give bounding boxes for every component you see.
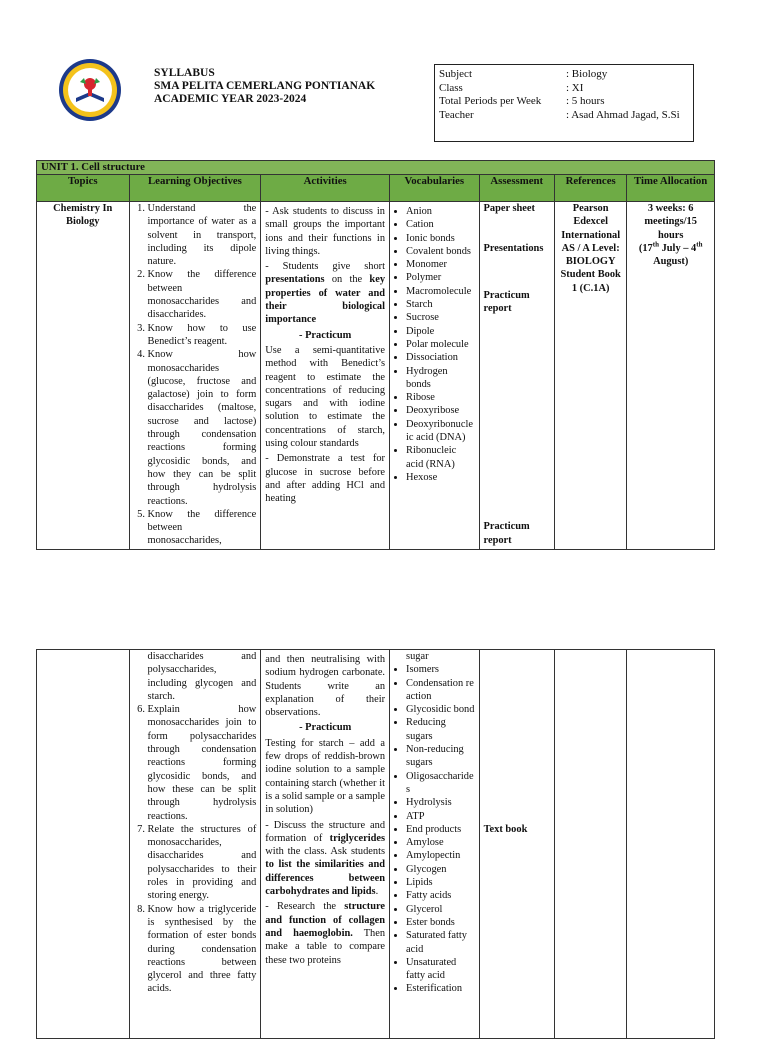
objective-continued: disaccharides and polysaccharides, including glycogen and starch.: [147, 651, 257, 702]
vocab-item: • Reducing sugars: [406, 716, 475, 743]
activity-starch-test: Testing for starch – add a few drops of reddish-brown iodine solution to a sample containing starch (whether it is a solid sample or a sample in solution): [265, 737, 386, 816]
col-header-objectives: Learning Objectives: [129, 175, 261, 202]
info-row-subject: Subject : Biology: [439, 68, 608, 80]
activity-neutralising: and then neutralising with sodium hydrogen carbonate. Students write an explanation of their observations.: [265, 654, 386, 719]
vocab-item: • Sucrose: [406, 311, 475, 324]
vocab-item: • Monomer: [406, 258, 475, 271]
vocab-item-continued: sugar: [406, 651, 429, 662]
vocab-item: • Ionic bonds: [406, 232, 475, 245]
activity-collagen-research: - Research the structure and function of collagen and haemoglobin. Then make a table to compare these two proteins: [265, 901, 386, 966]
vocab-item: • Anion: [406, 205, 475, 218]
vocab-item: • ATP: [406, 810, 475, 823]
document-title: [154, 67, 375, 106]
assessment-text-book: Text book: [483, 824, 528, 835]
title-line-2: SMA PELITA CEMERLANG PONTIANAK: [154, 80, 376, 92]
vocab-item: • Isomers: [406, 663, 475, 676]
vocab-item: • Hydrogen bonds: [406, 365, 475, 392]
vocab-item: • Ribonucleic acid (RNA): [406, 444, 475, 471]
vocab-item: • Deoxyribose: [406, 404, 475, 417]
col-header-activities: Activities: [261, 175, 390, 202]
references-cell: Pearson Edexcel International AS / A Level: BIOLOGY Student Book 1 (C.1A): [554, 202, 626, 550]
assessment-practicum-report-2: Practicum report: [483, 521, 530, 546]
info-row-class: Class : XI: [439, 81, 584, 94]
assessment-paper-sheet: Paper sheet: [483, 203, 535, 214]
course-info-box: [434, 64, 694, 142]
vocab-item: • Ribose: [406, 391, 475, 404]
vocab-item: • Macromolecule: [406, 285, 475, 298]
col-header-references: References: [554, 175, 626, 202]
vocab-item: • Glycogen: [406, 863, 475, 876]
info-row-periods: Total Periods per Week : 5 hours: [439, 95, 605, 107]
vocab-item: • Saturated fatty acid: [406, 929, 475, 956]
col-header-assessment: Assessment: [479, 175, 554, 202]
objective-item: 6. Explain how monosaccharides join to form polysaccharides through condensation reactions forming glycosidic bonds, and how these can be split through hydrolysis reactions.: [148, 703, 257, 823]
assessment-cell: [479, 202, 554, 550]
vocab-item: • Unsaturated fatty acid: [406, 956, 475, 983]
vocab-item: • Amylopectin: [406, 849, 475, 862]
school-logo: [58, 58, 122, 122]
activity-benedict: Use a semi-quantitative method with Benedict’s reagent to estimate the concentrations of reducing sugars and with iodine solution to estimate the concentrations of starch, using colour standards: [265, 344, 386, 450]
objective-item: 4. Know how monosaccharides (glucose, fructose and galactose) join to form disaccharides (maltose, sucrose and lactose) through condensation reactions forming glycosidic bonds, and how they can be split through hydrolysis reactions.: [148, 348, 257, 508]
objective-item: 1. Understand the importance of water as a solvent in transport, including its dipole nature.: [148, 202, 257, 268]
col-header-time: Time Allocation: [627, 175, 715, 202]
topic-cell-continued: [37, 650, 130, 1039]
objective-item: 2. Know the difference between monosaccharides and disaccharides.: [148, 268, 257, 321]
col-header-topics: Topics: [37, 175, 130, 202]
vocab-item: • Ester bonds: [406, 916, 475, 929]
vocab-item: • Glycosidic bond: [406, 703, 475, 716]
vocab-item: • Esterification: [406, 982, 475, 995]
activity-discuss-ions: - Ask students to discuss in small groups the important ions and their functions in living things.: [265, 206, 386, 257]
title-line-1: SYLLABUS: [154, 67, 215, 79]
vocab-item: • Hexose: [406, 471, 475, 484]
vocab-item: • Amylose: [406, 836, 475, 849]
practicum-heading: - Practicum: [299, 722, 352, 734]
assessment-cell-continued: [479, 650, 554, 1039]
activity-presentations: - Students give short presentations on the key properties of water and their biological importance: [265, 261, 386, 326]
objective-item: 3. Know how to use Benedict’s reagent.: [148, 322, 257, 349]
vocab-item: • Dipole: [406, 325, 475, 338]
time-allocation-cell: 3 weeks: 6 meetings/15 hours (17th July – 4th August): [627, 202, 715, 550]
vocab-item: • Cation: [406, 218, 475, 231]
activity-triglycerides: - Discuss the structure and formation of triglycerides with the class. Ask students to list the similarities and differences between carbohydrates and lipids.: [265, 819, 386, 898]
info-row-teacher: Teacher : Asad Ahmad Jagad, S.Si: [439, 108, 680, 121]
vocabularies-cell-continued: [390, 650, 480, 1039]
topic-cell: Chemistry In Biology: [37, 202, 130, 550]
vocab-item: • Dissociation: [406, 351, 475, 364]
vocab-item: • Lipids: [406, 876, 475, 889]
objective-item: 7. Relate the structures of monosaccharides, disaccharides and polysaccharides to their roles in providing and storing energy.: [148, 823, 257, 903]
references-cell-continued: [555, 650, 627, 1039]
vocab-item: • Deoxyribonucleic acid (DNA): [406, 418, 475, 445]
title-line-3: ACADEMIC YEAR 2023-2024: [154, 93, 307, 105]
activities-cell-continued: [261, 650, 390, 1039]
vocab-item: • Starch: [406, 298, 475, 311]
objectives-cell: [129, 202, 261, 550]
objectives-cell-continued: [129, 650, 261, 1039]
vocab-item: • Covalent bonds: [406, 245, 475, 258]
col-header-vocabularies: Vocabularies: [390, 175, 480, 202]
activities-cell: [261, 202, 390, 550]
vocab-item: • Fatty acids: [406, 889, 475, 902]
activity-glucose-test: - Demonstrate a test for glucose in sucrose before and after adding HCl and heating: [265, 453, 386, 505]
practicum-heading: - Practicum: [299, 329, 352, 341]
time-allocation-cell-continued: [627, 650, 715, 1039]
syllabus-table-page-2: [36, 649, 715, 1039]
objective-item: 5. Know the difference between monosaccharides,: [148, 508, 257, 548]
vocab-item: • End products: [406, 823, 475, 836]
vocab-item: • Hydrolysis: [406, 796, 475, 809]
syllabus-table-page-1: [36, 160, 715, 550]
vocab-item: • Polar molecule: [406, 338, 475, 351]
objective-item: 8. Know how a triglyceride is synthesised by the formation of ester bonds during condensation reactions between glycerol and three fatty acids.: [148, 903, 257, 996]
vocab-item: • Non-reducing sugars: [406, 743, 475, 770]
vocab-item: • Oligosaccharides: [406, 770, 475, 797]
assessment-presentations: Presentations: [483, 243, 544, 255]
unit-title: UNIT 1. Cell structure: [37, 161, 715, 175]
vocab-item: • Polymer: [406, 271, 475, 284]
assessment-practicum-report: Practicum report: [483, 289, 530, 314]
vocab-item: • Condensation reaction: [406, 677, 475, 704]
vocab-item: • Glycerol: [406, 903, 475, 916]
vocabularies-cell: [390, 202, 480, 550]
